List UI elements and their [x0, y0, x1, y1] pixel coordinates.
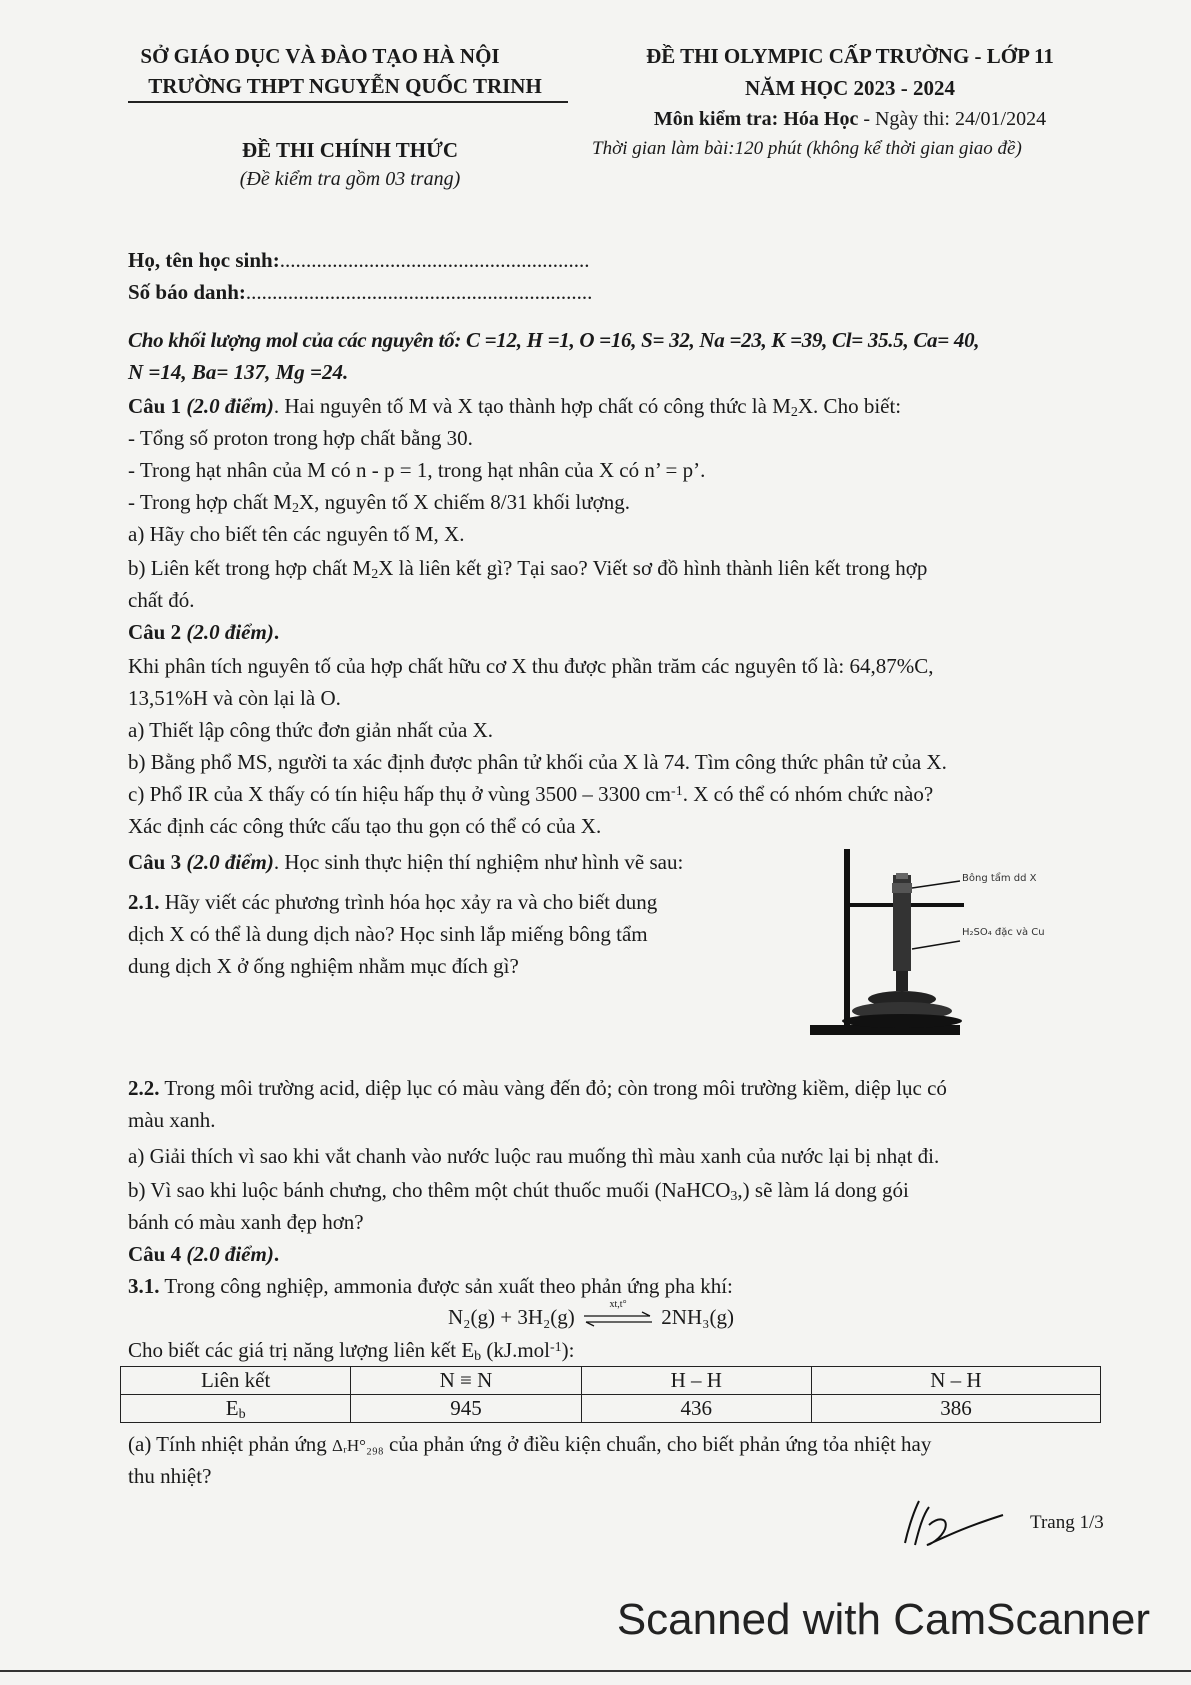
official-label: ĐỀ THI CHÍNH THỨC	[241, 138, 459, 162]
q3-part-b: b) Vì sao khi luộc bánh chưng, cho thêm một chút thuốc muối (NaHCO$_3$,) sẽ làm lá dong gói	[128, 1178, 909, 1204]
q1-part-a: a) Hãy cho biết tên các nguyên tố M, X.	[128, 522, 465, 546]
q3-part-b-cont: bánh có màu xanh đẹp hơn?	[128, 1210, 364, 1234]
table-header-row	[121, 1367, 1101, 1395]
q4-part-a: (a) Tính nhiệt phản ứng ΔᵣH°₂₉₈ của phản ứng ở điều kiện chuẩn, cho biết phản ứng tỏa nhiệt hay	[128, 1432, 932, 1456]
q1-line1: - Tổng số proton trong hợp chất bằng 30.	[128, 426, 473, 450]
dept-name: SỞ GIÁO DỤC VÀ ĐÀO TẠO HÀ NỘI	[140, 44, 500, 68]
figure-label-cotton: Bông tẩm dd X	[962, 873, 1037, 884]
lab-apparatus-figure	[800, 845, 1100, 1045]
molar-masses-line2: N =14, Ba= 137, Mg =24.	[128, 360, 349, 384]
table-cell: 386	[811, 1395, 1100, 1423]
table-header-cell: N – H	[811, 1367, 1100, 1395]
q3-intro: Câu 3 (2.0 điểm). Học sinh thực hiện thí nghiệm như hình vẽ sau:	[128, 850, 684, 874]
signature-mark	[885, 1495, 1015, 1555]
table-header-cell: N ≡ N	[351, 1367, 581, 1395]
molar-masses-line1: Cho khối lượng mol của các nguyên tố: C =12, H =1, O =16, S= 32, Na =23, K =39, Cl= 35.5, Ca= 40,	[128, 328, 980, 352]
equation-condition: xt,t°	[609, 1299, 627, 1311]
bond-energy-intro: Cho biết các giá trị năng lượng liên kết $E_b$ (kJ.mol$^{-1}$):	[128, 1338, 575, 1364]
table-header-cell: H – H	[581, 1367, 811, 1395]
q4-s31: 3.1. Trong công nghiệp, ammonia được sản xuất theo phản ứng pha khí:	[128, 1274, 733, 1298]
subject-line: Môn kiểm tra: Hóa Học - Ngày thi: 24/01/2024	[653, 108, 1047, 130]
school-underline	[128, 101, 568, 103]
q1-line2: - Trong hạt nhân của M có n - p = 1, trong hạt nhân của X có n’ = p’.	[128, 458, 706, 482]
school-name: TRƯỜNG THPT NGUYỄN QUỐC TRINH	[148, 74, 542, 98]
scanner-watermark: Scanned with CamScanner	[616, 1595, 1150, 1644]
table-cell: 436	[581, 1395, 811, 1423]
equation-products: 2NH₃(g)	[661, 1305, 734, 1329]
equation-reactants: N₂(g) + 3H₂(g)	[448, 1305, 575, 1329]
equilibrium-arrow	[580, 1299, 656, 1329]
q1-part-b: b) Liên kết trong hợp chất $M_2X$ là liên kết gì? Tại sao? Viết sơ đồ hình thành liên kết trong hợp	[128, 556, 928, 582]
student-name-line: Họ, tên học sinh:...........................................................	[128, 248, 590, 272]
q3-s22-line2: màu xanh.	[128, 1108, 216, 1132]
pages-note: (Đề kiểm tra gồm 03 trang)	[239, 168, 461, 190]
q2-part-b: b) Bằng phổ MS, người ta xác định được phân tử khối của X là 74. Tìm công thức phân tử của X.	[128, 750, 947, 774]
q1-line3: - Trong hợp chất $M_2X$, nguyên tố X chiếm 8/31 khối lượng.	[128, 490, 630, 516]
q3-s21-line2: dịch X có thể là dung dịch nào? Học sinh lắp miếng bông tẩm	[128, 922, 648, 946]
q2-part-c: c) Phổ IR của X thấy có tín hiệu hấp thụ ở vùng 3500 – 3300 $cm^{-1}$. X có thể có nhóm chức nào?	[128, 782, 934, 806]
student-id-line: Số báo danh:..................................................................	[128, 280, 593, 304]
school-year: NĂM HỌC 2023 - 2024	[745, 76, 955, 100]
figure-label-acid: H₂SO₄ đặc và Cu	[962, 927, 1045, 938]
q3-s21-line1: 2.1. Hãy viết các phương trình hóa học xảy ra và cho biết dung	[128, 890, 658, 914]
q3-s21-line3: dung dịch X ở ống nghiệm nhằm mục đích gì?	[128, 954, 519, 978]
table-row	[121, 1395, 1101, 1423]
table-cell: 945	[351, 1395, 581, 1423]
q3-s22-line1: 2.2. Trong môi trường acid, diệp lục có màu vàng đến đỏ; còn trong môi trường kiềm, diệp lục có	[128, 1076, 947, 1100]
table-header-cell: Liên kết	[121, 1367, 351, 1395]
q1-intro: Câu 1 (2.0 điểm). Hai nguyên tố M và X tạo thành hợp chất có công thức là $M_2X$. Cho biết:	[128, 394, 902, 420]
exam-title: ĐỀ THI OLYMPIC CẤP TRƯỜNG - LỚP 11	[646, 44, 1054, 68]
bottom-edge	[0, 1670, 1191, 1672]
q3-part-a: a) Giải thích vì sao khi vắt chanh vào nước luộc rau muống thì màu xanh của nước lại bị nhạt đi.	[128, 1144, 940, 1168]
q2-line2: 13,51%H và còn lại là O.	[128, 686, 341, 710]
q2-title: Câu 2 (2.0 điểm).	[128, 620, 280, 644]
reaction-equation	[448, 1299, 734, 1330]
bond-energy-table	[120, 1366, 1101, 1423]
time-note: Thời gian làm bài:120 phút (không kể thời gian giao đề)	[592, 138, 1022, 159]
q2-part-c-cont: Xác định các công thức cấu tạo thu gọn có thể có của X.	[128, 814, 602, 838]
q2-part-a: a) Thiết lập công thức đơn giản nhất của X.	[128, 718, 493, 742]
q1-part-b-cont: chất đó.	[128, 588, 195, 612]
page-number: Trang 1/3	[1030, 1512, 1104, 1533]
table-row-label: $E_b$	[121, 1395, 351, 1423]
q2-line1: Khi phân tích nguyên tố của hợp chất hữu cơ X thu được phần trăm các nguyên tố là: 64,87%C,	[128, 654, 934, 678]
q4-title: Câu 4 (2.0 điểm).	[128, 1242, 280, 1266]
q4-part-a-cont: thu nhiệt?	[128, 1464, 212, 1488]
